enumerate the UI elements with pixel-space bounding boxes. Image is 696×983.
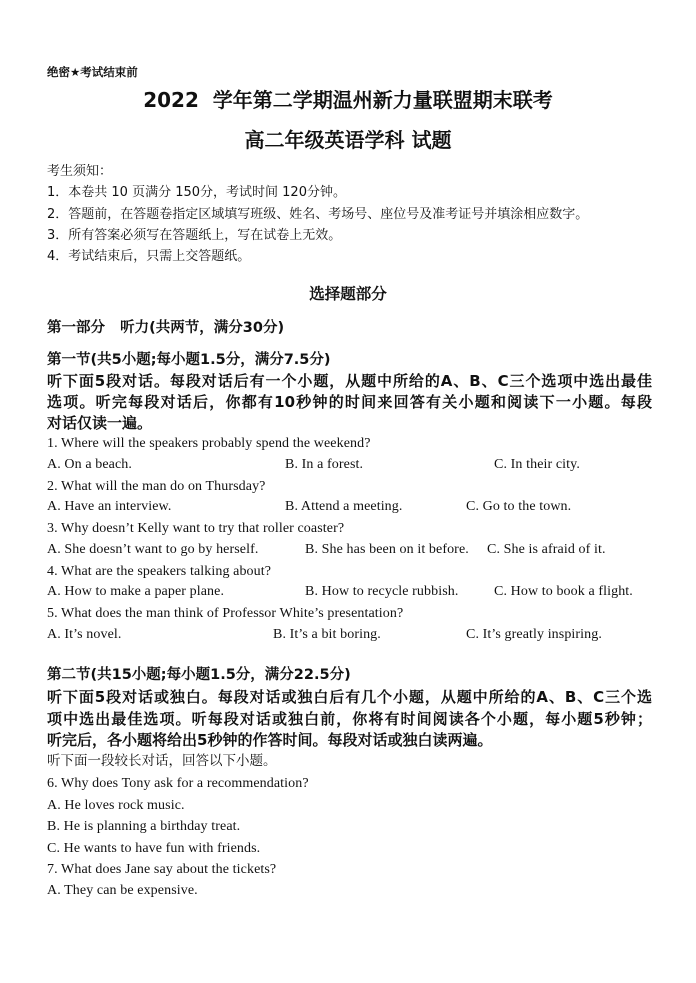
section-two-instruction: 项中选出最佳选项。听每段对话或独白前，你将有时间阅读各个小题，每小题5秒钟； <box>47 710 652 728</box>
question-stem: 5. What does the man think of Professor White’s presentation? <box>47 606 404 621</box>
question-stem: 7. What does Jane say about the tickets? <box>47 862 277 877</box>
option-a: A. He loves rock music. <box>47 798 185 813</box>
option-c: C. It’s greatly inspiring. <box>466 627 602 642</box>
option-b: B. In a forest. <box>285 457 364 472</box>
option-a: A. They can be expensive. <box>47 883 198 898</box>
question-stem: 4. What are the speakers talking about? <box>47 564 272 579</box>
section-heading: 选择题部分 <box>309 285 387 303</box>
option-b: B. She has been on it before. <box>305 542 469 557</box>
secret-mark: 绝密★考试结束前 <box>47 65 138 79</box>
exam-subtitle: 高二年级英语学科 试题 <box>244 128 452 152</box>
section-one-instruction: 选项。听完每段对话后，你都有10秒钟的时间来回答有关小题和阅读下一小题。每段 <box>47 393 652 411</box>
option-c: C. How to book a flight. <box>494 584 633 599</box>
exam-title: 2022 学年第二学期温州新力量联盟期末联考 <box>143 88 553 112</box>
listening-prompt: 听下面一段较长对话，回答以下小题。 <box>47 753 277 769</box>
question-stem: 2. What will the man do on Thursday? <box>47 479 266 494</box>
option-a: A. It’s novel. <box>47 627 122 642</box>
option-a: A. She doesn’t want to go by herself. <box>47 542 259 557</box>
option-a: A. How to make a paper plane. <box>47 584 225 599</box>
section-one-instruction: 听下面5段对话。每段对话后有一个小题，从题中所给的A、B、C三个选项中选出最佳 <box>47 372 652 390</box>
question-stem: 3. Why doesn’t Kelly want to try that roller coaster? <box>47 521 345 536</box>
option-c: C. In their city. <box>494 457 580 472</box>
section-one-title: 第一节(共5小题;每小题1.5分，满分7.5分) <box>47 352 331 368</box>
option-b: B. How to recycle rubbish. <box>305 584 459 599</box>
option-a: A. Have an interview. <box>47 499 172 514</box>
notice-item: 3．所有答案必须写在答题纸上，写在试卷上无效。 <box>47 228 342 243</box>
option-a: A. On a beach. <box>47 457 132 472</box>
option-c: C. Go to the town. <box>466 499 572 514</box>
notice-item: 4．考试结束后，只需上交答题纸。 <box>47 249 251 264</box>
option-c: C. She is afraid of it. <box>487 542 606 557</box>
notice-heading: 考生须知： <box>47 164 113 179</box>
question-stem: 6. Why does Tony ask for a recommendation? <box>47 776 309 791</box>
notice-item: 1．本卷共 10 页满分 150分，考试时间 120分钟。 <box>47 185 346 200</box>
section-two-title: 第二节(共15小题;每小题1.5分，满分22.5分) <box>47 667 351 683</box>
option-c: C. He wants to have fun with friends. <box>47 841 261 856</box>
section-two-instruction: 听下面5段对话或独白。每段对话或独白后有几个小题，从题中所给的A、B、C三个选 <box>47 688 652 706</box>
option-b: B. He is planning a birthday treat. <box>47 819 241 834</box>
section-one-instruction: 对话仅读一遍。 <box>47 414 153 432</box>
notice-item: 2．答题前，在答题卷指定区域填写班级、姓名、考场号、座位号及准考证号并填涂相应数字。 <box>47 207 589 222</box>
option-b: B. It’s a bit boring. <box>273 627 381 642</box>
section-two-instruction: 听完后，各小题将给出5秒钟的作答时间。每段对话或独白读两遍。 <box>47 731 493 749</box>
question-stem: 1. Where will the speakers probably spend the weekend? <box>47 436 371 451</box>
part-one-title: 第一部分 听力(共两节，满分30分) <box>47 320 285 336</box>
option-b: B. Attend a meeting. <box>285 499 403 514</box>
